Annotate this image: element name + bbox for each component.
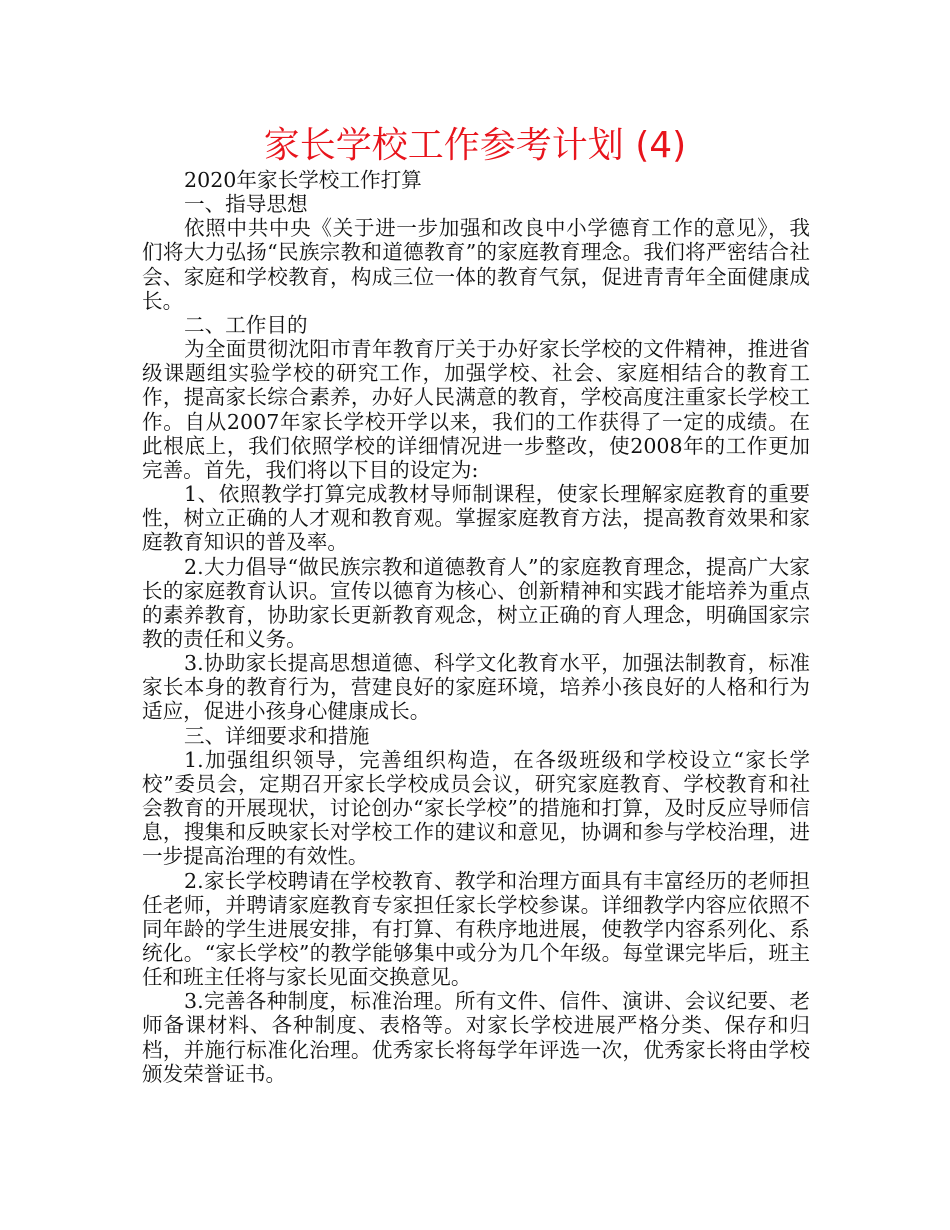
paragraph-guiding-ideology: 依照中共中央《关于进一步加强和改良中小学德育工作的意见》，我们将大力弘扬“民族宗教和道德教育”的家庭教育理念。我们将严密结合社会、家庭和学校教育，构成三位一体的教育气氛，促进青青年全面健康成长。 [142,216,810,313]
section-heading-guiding-ideology: 一、指导思想 [184,192,308,217]
paragraph-goal-3: 3.协助家长提高思想道德、科学文化教育水平，加强法制教育，标准家长本身的教育行为，营建良好的家庭环境，培养小孩良好的人格和行为适应，促进小孩身心健康成长。 [142,651,810,724]
paragraph-work-goals: 为全面贯彻沈阳市青年教育厅关于办好家长学校的文件精神，推进省级课题组实验学校的研究工作，加强学校、社会、家庭相结合的教育工作，提高家长综合素养，办好人民满意的教育，学校高度注重家长学校工作。自从2007年家长学校开学以来，我们的工作获得了一定的成绩。在此根底上，我们依照学校的详细情况进一步整改，使2008年的工作更加完善。首先，我们将以下目的设定为: [142,337,810,482]
document-body [142,168,810,1086]
document-title: 家长学校工作参考计划 (4) [263,125,687,166]
section-heading-requirements: 三、详细要求和措施 [184,723,370,748]
paragraph-goal-2: 2.大力倡导“做民族宗教和道德教育人”的家庭教育理念，提高广大家长的家庭教育认识。宣传以德育为核心、创新精神和实践才能培养为重点的素养教育，协助家长更新教育观念，树立正确的育人理念，明确国家宗教的责任和义务。 [142,554,810,651]
paragraph-measure-1: 1.加强组织领导，完善组织构造，在各级班级和学校设立“家长学校”委员会，定期召开家长学校成员会议，研究家庭教育、学校教育和社会教育的开展现状，讨论创办“家长学校”的措施和打算，及时反应导师信息，搜集和反映家长对学校工作的建议和意见，协调和参与学校治理，进一步提高治理的有效性。 [142,747,810,869]
section-heading-work-goals: 二、工作目的 [184,312,308,337]
paragraph-measure-3: 3.完善各种制度，标准治理。所有文件、信件、演讲、会议纪要、老师备课材料、各种制度、表格等。对家长学校进展严格分类、保存和归档，并施行标准化治理。优秀家长将每学年评选一次，优秀家长将由学校颁发荣誉证书。 [142,989,810,1086]
paragraph-measure-2: 2.家长学校聘请在学校教育、教学和治理方面具有丰富经历的老师担任老师，并聘请家庭教育专家担任家长学校参谋。详细教学内容应依照不同年龄的学生进展安排，有打算、有秩序地进展，使教学内容系列化、系统化。“家长学校”的教学能够集中或分为几个年级。每堂课完毕后，班主任和班主任将与家长见面交换意见。 [142,868,810,990]
paragraph-plan-heading: 2020年家长学校工作打算 [184,168,422,192]
paragraph-goal-1: 1、依照教学打算完成教材导师制课程，使家长理解家庭教育的重要性，树立正确的人才观和教育观。掌握家庭教育方法，提高教育效果和家庭教育知识的普及率。 [142,482,810,555]
